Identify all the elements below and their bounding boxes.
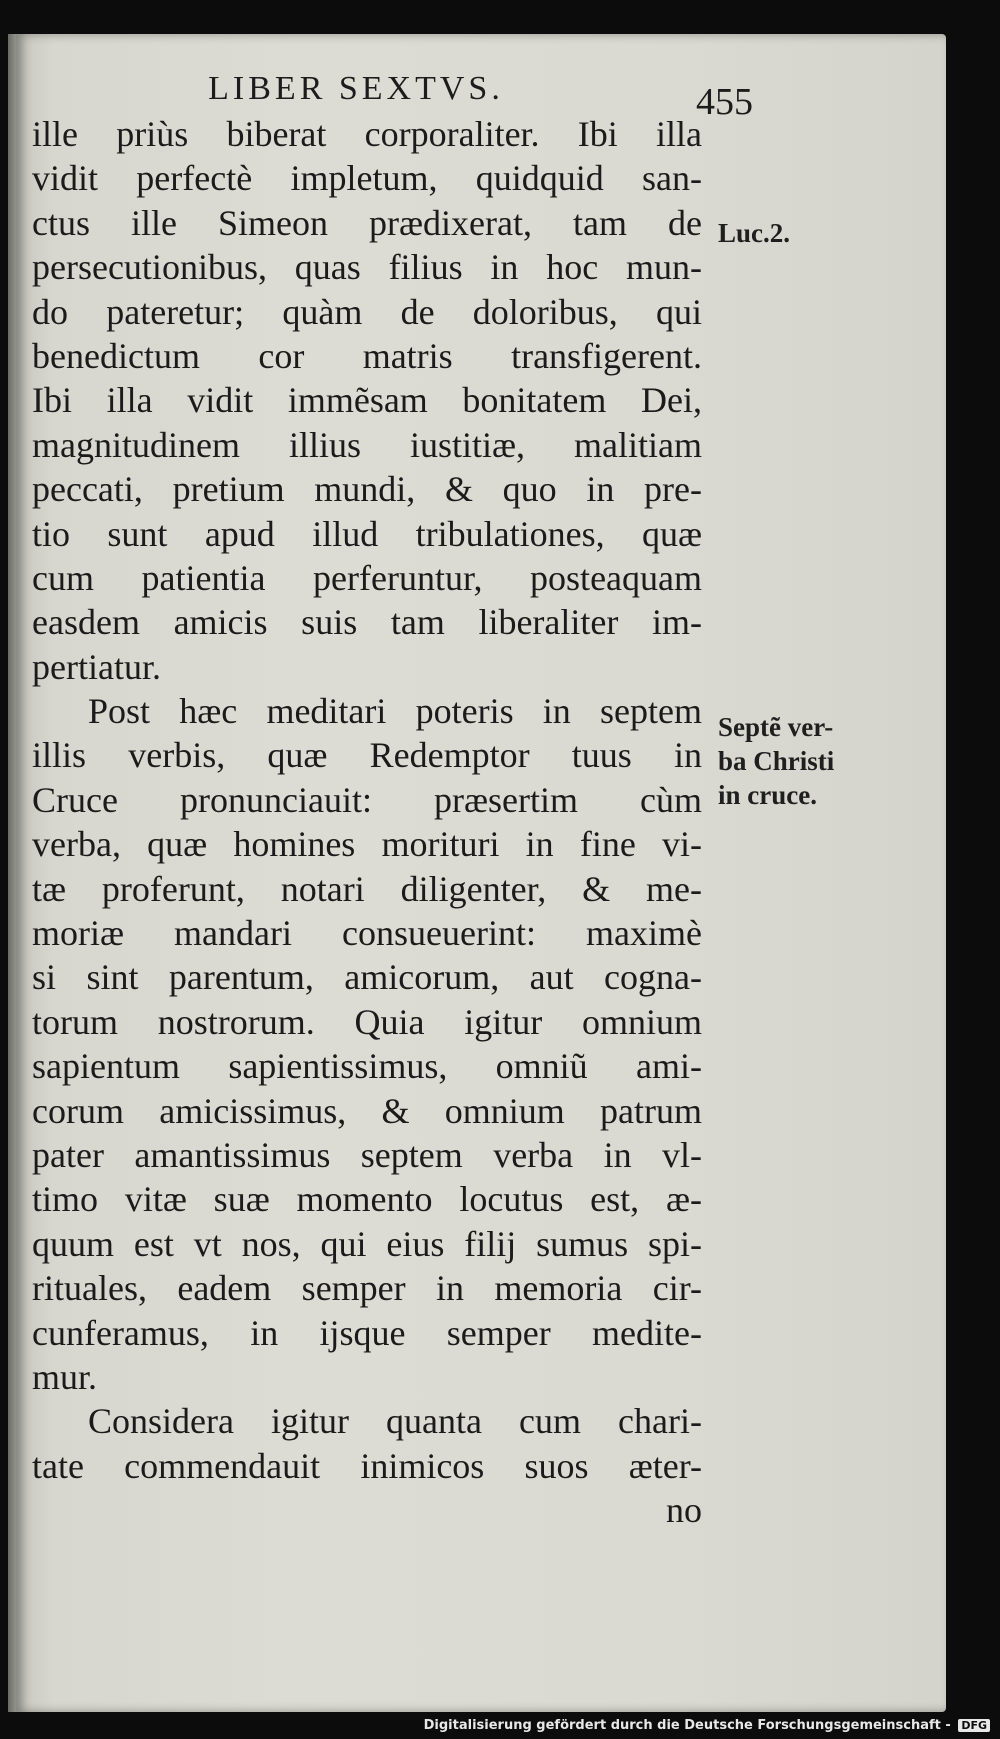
text-line: Ibi illa vidit immẽsam bonitatem Dei, xyxy=(32,380,702,421)
running-head: LIBER SEXTVS. xyxy=(208,70,504,107)
text-line: cunferamus, in ijsque semper medite- xyxy=(32,1312,702,1353)
text-line: benedictum cor matris transfigerent. xyxy=(32,335,702,376)
digitization-credit xyxy=(424,1718,990,1733)
margin-note-line: in cruce. xyxy=(718,780,817,810)
main-text xyxy=(32,112,702,1533)
text-line: Cruce pronunciauit: præsertim cùm xyxy=(32,779,702,820)
text-line: vidit perfectè impletum, quidquid san- xyxy=(32,158,702,199)
dfg-logo: DFG xyxy=(958,1719,990,1732)
text-line: tæ proferunt, notari diligenter, & me- xyxy=(32,868,702,909)
text-line: moriæ mandari consueuerint: maximè xyxy=(32,913,702,954)
text-line: ille priùs biberat corporaliter. Ibi illa xyxy=(32,114,702,154)
text-line: corum amicissimus, & omnium patrum xyxy=(32,1090,702,1131)
text-line: Considera igitur quanta cum chari- xyxy=(88,1401,702,1442)
text-line: pertiatur. xyxy=(32,646,161,687)
margin-note-line: ba Christi xyxy=(718,746,835,776)
page-number: 455 xyxy=(696,81,753,123)
text-line: pater amantissimus septem verba in vl- xyxy=(32,1134,702,1175)
text-line: timo vitæ suæ momento locutus est, æ- xyxy=(32,1179,702,1220)
text-line: mur. xyxy=(32,1356,98,1397)
text-line: easdem amicis suis tam liberaliter im- xyxy=(32,602,702,643)
text-line: quum est vt nos, qui eius filij sumus spi- xyxy=(32,1223,702,1264)
catchword: no xyxy=(666,1490,702,1531)
text-line: ctus ille Simeon prædixerat, tam de xyxy=(32,202,702,243)
text-line: torum nostrorum. Quia igitur omnium xyxy=(32,1001,702,1042)
margin-note-luc: Luc.2. xyxy=(718,218,791,248)
text-line: peccati, pretium mundi, & quo in pre- xyxy=(32,469,702,510)
text-line: magnitudinem illius iustitiæ, malitiam xyxy=(32,424,702,465)
margin-note-line: Septẽ ver- xyxy=(718,712,834,742)
text-line: rituales, eadem semper in memoria cir- xyxy=(32,1268,702,1309)
text-line: cum patientia perferuntur, posteaquam xyxy=(32,557,702,598)
text-line: si sint parentum, amicorum, aut cogna- xyxy=(32,957,702,998)
text-line: do pateretur; quàm de doloribus, qui xyxy=(32,291,702,332)
book-page xyxy=(16,34,946,1712)
text-line: Post hæc meditari poteris in septem xyxy=(88,691,702,732)
text-line: sapientum sapientissimus, omniũ ami- xyxy=(32,1046,702,1087)
text-line: verba, quæ homines morituri in fine vi- xyxy=(32,824,702,865)
margin-note-septem-verba xyxy=(718,710,834,812)
credit-text: Digitalisierung gefördert durch die Deutsche Forschungsgemeinschaft - xyxy=(423,1718,951,1733)
text-line: tio sunt apud illud tribulationes, quæ xyxy=(32,513,702,554)
text-line: persecutionibus, quas filius in hoc mun- xyxy=(32,247,702,288)
text-line: illis verbis, quæ Redemptor tuus in xyxy=(32,735,702,776)
text-line: tate commendauit inimicos suos æter- xyxy=(32,1445,702,1486)
